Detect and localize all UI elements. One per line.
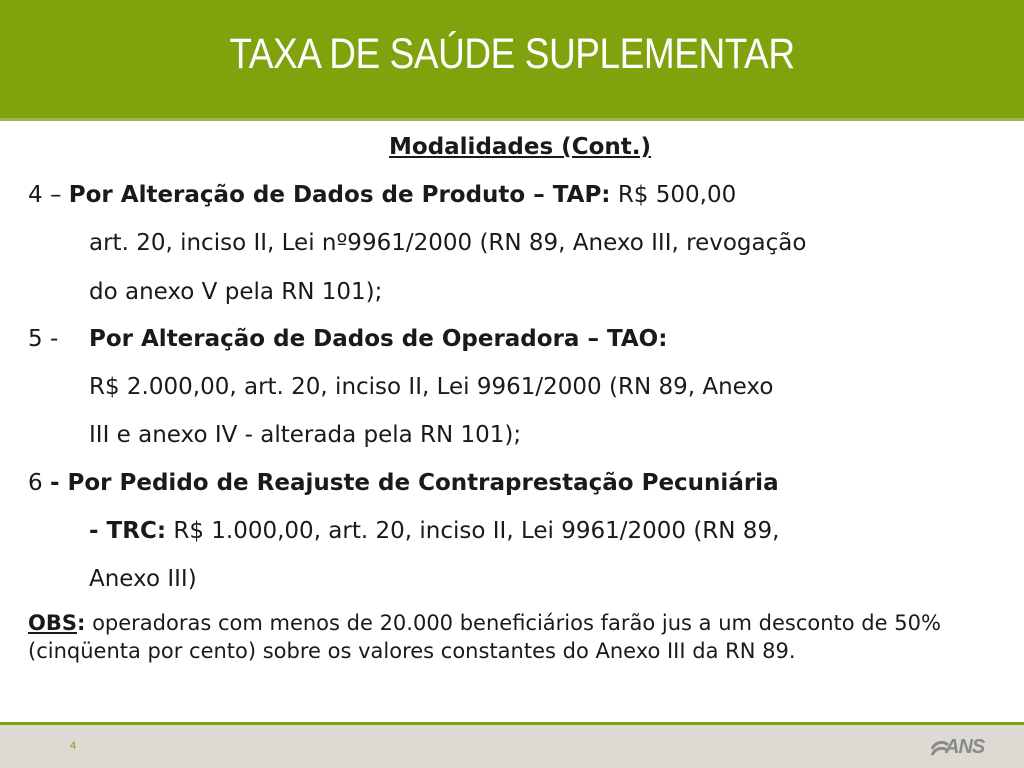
item-6-detail-line-1 — [89, 517, 779, 545]
item-6-number: 6 — [28, 470, 50, 496]
item-4-name: Por Alteração de Dados de Produto – TAP: — [68, 182, 611, 208]
item-6-code: - TRC: — [89, 518, 167, 544]
item-5-heading — [28, 325, 667, 353]
obs-label: OBS — [28, 611, 77, 635]
item-4-number: 4 – — [28, 182, 69, 208]
obs-text: operadoras com menos de 20.000 beneficiários farão jus a um desconto de 50% (cinqüenta por cento) sobre os valores constantes do Anexo III da RN 89. — [28, 611, 941, 663]
item-4-value: R$ 500,00 — [610, 182, 737, 208]
item-4-detail-line-1: art. 20, inciso II, Lei nº9961/2000 (RN 89, Anexo III, revogação — [89, 230, 807, 256]
logo-text: ANS — [945, 736, 985, 758]
item-5-detail-line-1: R$ 2.000,00, art. 20, inciso II, Lei 9961/2000 (RN 89, Anexo — [89, 374, 774, 400]
title-bar — [0, 0, 1024, 118]
item-6-value: R$ 1.000,00, art. 20, inciso II, Lei 9961/2000 (RN 89, — [166, 518, 780, 544]
item-4-detail-line-2: do anexo V pela RN 101); — [89, 279, 383, 305]
item-5-name: Por Alteração de Dados de Operadora – TAO: — [89, 326, 668, 352]
header-divider — [0, 118, 1024, 121]
observation-note — [28, 609, 988, 665]
ans-logo-icon — [930, 733, 996, 763]
item-6-heading — [28, 469, 779, 497]
item-5-detail-line-2: III e anexo IV - alterada pela RN 101); — [89, 422, 522, 448]
item-6-name: - Por Pedido de Reajuste de Contraprestação Pecuniária — [49, 470, 779, 496]
page-number: 4 — [70, 740, 77, 752]
section-subtitle: Modalidades (Cont.) — [389, 134, 651, 160]
obs-colon: : — [76, 611, 86, 635]
item-6-detail-line-2: Anexo III) — [89, 566, 197, 592]
item-4-heading — [28, 181, 736, 209]
item-5-number: 5 - — [28, 326, 59, 352]
footer-bar — [0, 725, 1024, 768]
slide-title: TAXA DE SAÚDE SUPLEMENTAR — [229, 30, 795, 78]
